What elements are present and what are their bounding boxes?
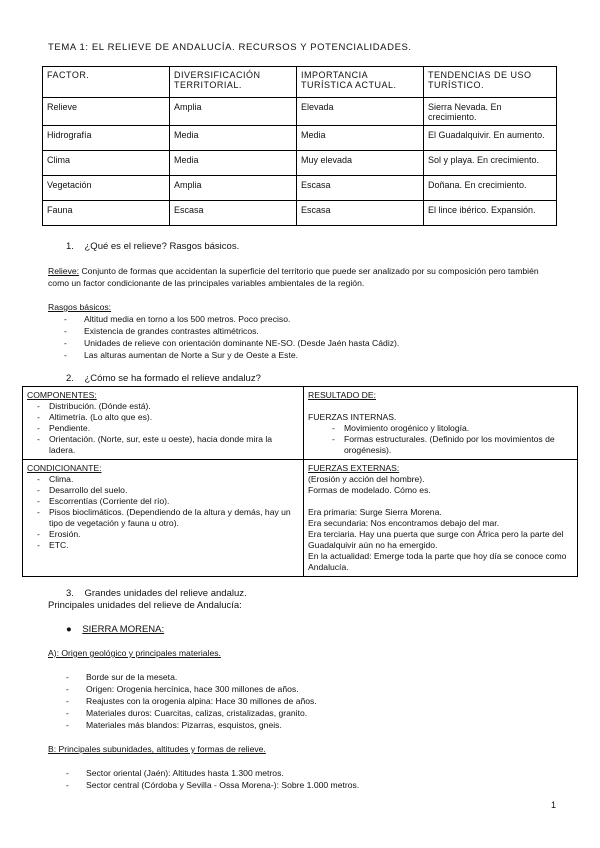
list-item: - Pendiente. xyxy=(27,423,299,434)
sierra-morena-bullet xyxy=(66,624,164,635)
list-item: - Distribución. (Dónde está). xyxy=(27,401,299,412)
definition-text: Conjunto de formas que accidentan la superficie del territorio que puede ser analizado por su composición pero también como un factor condicionante de las principales variables ambientales de la región. xyxy=(48,266,539,288)
list-item: - Origen: Orogenia hercínica, hace 300 millones de años. xyxy=(66,683,546,695)
fuerzas-externas-title: FUERZAS EXTERNAS: xyxy=(308,463,400,473)
relieve-definition xyxy=(48,265,548,289)
header-importancia: IMPORTANCIA TURÍSTICA ACTUAL. xyxy=(297,67,424,98)
section-2-heading xyxy=(66,373,261,384)
table-row xyxy=(43,201,557,226)
table-cell: Vegetación xyxy=(43,176,170,201)
condicionante-list xyxy=(27,474,299,551)
table-row xyxy=(43,176,557,201)
section-heading-text: ¿Qué es el relieve? Rasgos básicos. xyxy=(84,241,240,252)
externas-line: Era terciaria. Hay una puerta que surge con África pero la parte del Guadalquivir aún no ha emergido. xyxy=(308,529,564,550)
componentes-cell xyxy=(23,387,304,460)
section-number: 1. xyxy=(66,241,74,252)
section-heading-text: Grandes unidades del relieve andaluz. xyxy=(84,588,247,599)
table-row xyxy=(43,151,557,176)
list-item: - Pisos bioclimáticos. (Dependiendo de la altura y demás, hay un tipo de vegetación y fauna u otro). xyxy=(27,507,299,529)
resultado-cell xyxy=(304,387,578,460)
header-factor: FACTOR. xyxy=(43,67,170,98)
section-3-heading xyxy=(66,588,247,599)
table-cell: Media xyxy=(170,151,297,176)
subsection-b-title: B: Principales subunidades, altitudes y formas de relieve. xyxy=(48,744,266,754)
page-number: 1 xyxy=(550,800,556,810)
condicionante-title: CONDICIONANTE: xyxy=(27,463,102,473)
sierra-morena-title: SIERRA MORENA: xyxy=(82,624,165,635)
list-item: - Materiales más blandos: Pizarras, esquistos, gneis. xyxy=(66,719,546,731)
table-row xyxy=(43,126,557,151)
list-item: - Existencia de grandes contrastes altimétricos. xyxy=(64,325,554,337)
table-cell: Clima xyxy=(43,151,170,176)
list-item: - Movimiento orogénico y litología. xyxy=(322,423,573,434)
table-row xyxy=(23,460,578,577)
section-number: 2. xyxy=(66,373,74,384)
fuerzas-externas-cell xyxy=(304,460,578,577)
table-cell: Amplia xyxy=(170,176,297,201)
externas-line: (Erosión y acción del hombre). xyxy=(308,474,425,484)
table-cell: Media xyxy=(297,126,424,151)
table-cell: Amplia xyxy=(170,98,297,126)
externas-line: Formas de modelado. Cómo es. xyxy=(308,485,431,495)
fuerzas-internas-title: FUERZAS INTERNAS. xyxy=(308,412,397,422)
bullet-icon: ● xyxy=(66,624,72,635)
list-item: - Las alturas aumentan de Norte a Sur y de Oeste a Este. xyxy=(64,349,554,361)
table-cell: Muy elevada xyxy=(297,151,424,176)
table-row xyxy=(43,98,557,126)
list-item: - Unidades de relieve con orientación dominante NE-SO. (Desde Jaén hasta Cádiz). xyxy=(64,337,554,349)
section-heading-text: ¿Cómo se ha formado el relieve andaluz? xyxy=(84,373,261,384)
externas-spacer xyxy=(308,496,573,507)
section-1-heading xyxy=(66,241,239,252)
page-title: TEMA 1: EL RELIEVE DE ANDALUCÍA. RECURSOS Y POTENCIALIDADES. xyxy=(48,42,412,53)
list-item: - ETC. xyxy=(27,540,299,551)
internas-list xyxy=(308,423,573,456)
list-item: - Borde sur de la meseta. xyxy=(66,671,546,683)
list-item: - Escorrentías (Corriente del río). xyxy=(27,496,299,507)
list-item: - Sector central (Córdoba y Sevilla - Ossa Morena-): Sobre 1.000 metros. xyxy=(66,779,546,791)
list-item: - Clima. xyxy=(27,474,299,485)
condicionante-cell xyxy=(23,460,304,577)
section-3-subheading: Principales unidades del relieve de Andalucía: xyxy=(48,600,242,611)
rasgos-title: Rasgos básicos: xyxy=(48,302,112,312)
componentes-list xyxy=(27,401,299,456)
list-item: - Orientación. (Norte, sur, este u oeste), hacia donde mira la ladera. xyxy=(27,434,299,456)
table-cell: Fauna xyxy=(43,201,170,226)
table-cell: Relieve xyxy=(43,98,170,126)
table-cell: Hidrografía xyxy=(43,126,170,151)
componentes-title: COMPONENTES: xyxy=(27,390,97,400)
list-item: - Reajustes con la orogenia alpina: Hace 30 millones de años. xyxy=(66,695,546,707)
list-item: - Altimetría. (Lo alto que es). xyxy=(27,412,299,423)
resultado-title: RESULTADO DE: xyxy=(308,390,376,400)
list-item: - Sector oriental (Jaén): Altitudes hasta 1.300 metros. xyxy=(66,767,546,779)
list-item: - Formas estructurales. (Definido por los movimientos de orogénesis). xyxy=(322,434,573,456)
list-item: - Erosión. xyxy=(27,529,299,540)
table-cell: El lince ibérico. Expansión. xyxy=(424,201,557,226)
section-number: 3. xyxy=(66,588,74,599)
table-cell: Sol y playa. En crecimiento. xyxy=(424,151,557,176)
subsection-a-title: A): Origen geológico y principales materiales. xyxy=(48,648,221,658)
table-cell: Escasa xyxy=(170,201,297,226)
table-row xyxy=(23,387,578,460)
rasgos-list xyxy=(64,313,554,361)
factor-table xyxy=(42,66,557,226)
subsection-b-list xyxy=(66,767,546,791)
table-cell: Doñana. En crecimiento. xyxy=(424,176,557,201)
externas-line: Era primaria: Surge Sierra Morena. xyxy=(308,507,442,517)
table-cell: El Guadalquivir. En aumento. xyxy=(424,126,557,151)
table-cell: Elevada xyxy=(297,98,424,126)
table-header-row xyxy=(43,67,557,98)
list-item: - Materiales duros: Cuarcitas, calizas, cristalizadas, granito. xyxy=(66,707,546,719)
table-cell: Sierra Nevada. En crecimiento. xyxy=(424,98,557,126)
header-tendencias: TENDENCIAS DE USO TURÍSTICO. xyxy=(424,67,557,98)
externas-line: Era secundaria: Nos encontramos debajo del mar. xyxy=(308,518,500,528)
table-cell: Media xyxy=(170,126,297,151)
subsection-a-list xyxy=(66,671,546,731)
table-cell: Escasa xyxy=(297,201,424,226)
list-item: - Altitud media en torno a los 500 metros. Poco preciso. xyxy=(64,313,554,325)
list-item: - Desarrollo del suelo. xyxy=(27,485,299,496)
header-diversificacion: DIVERSIFICACIÓN TERRITORIAL. xyxy=(170,67,297,98)
components-table xyxy=(22,386,578,577)
table-cell: Escasa xyxy=(297,176,424,201)
definition-term: Relieve: xyxy=(48,266,80,276)
externas-line: En la actualidad: Emerge toda la parte que hoy día se conoce como Andalucía. xyxy=(308,551,567,572)
